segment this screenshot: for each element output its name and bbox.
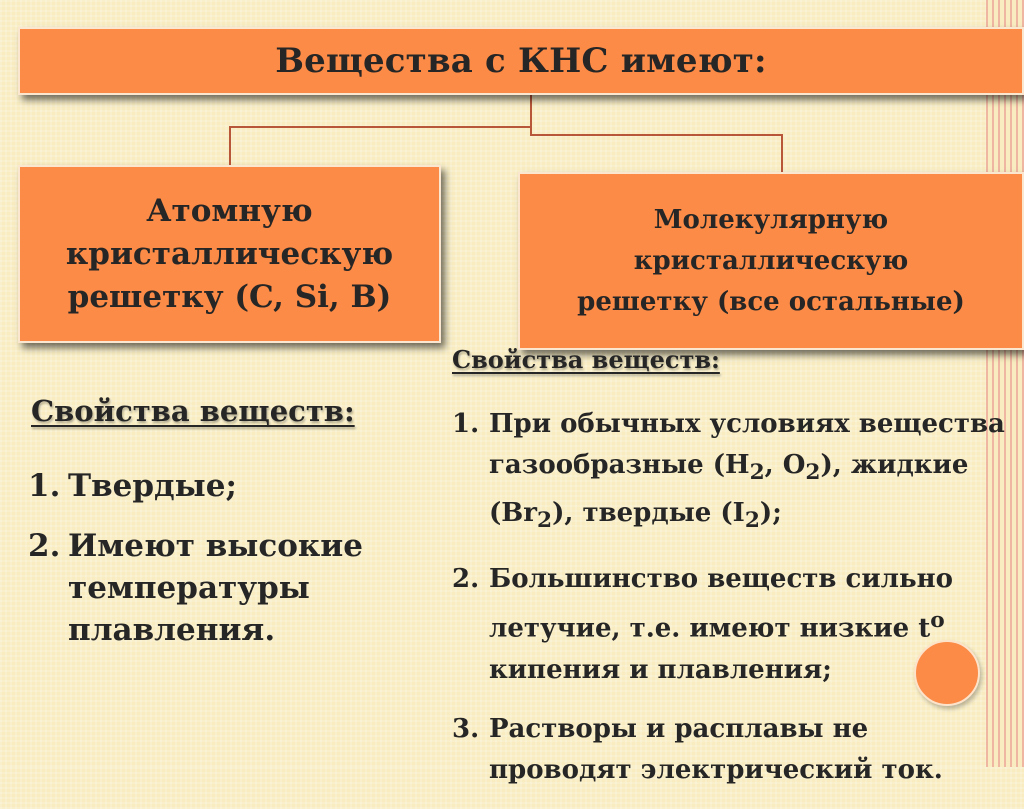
right-item-2-part-2: кипения и плавления; [489,655,832,686]
right-list-item-1 [452,404,1012,541]
atomic-lattice-box [18,165,441,343]
molecular-box-line-2: кристаллическую [633,245,909,276]
molecular-box-line-1: Молекулярную [653,204,889,235]
left-item-2-number: 2. [28,528,61,564]
left-list-item-1 [28,465,428,507]
subscript-br2: 2 [536,508,553,534]
right-item-1-part-2: , O [764,450,806,480]
left-item-1-number: 1. [28,468,61,504]
right-item-1-part-1: При обычных условиях вещества газообразные (H [489,409,1005,480]
right-item-1-text [489,404,1012,541]
right-item-1-part-3: ), жидкие (Br [489,450,969,529]
left-item-1-text: Твердые; [68,468,237,504]
superscript-degree: o [930,608,945,634]
right-properties-list [452,404,1012,809]
atomic-box-line-2: кристаллическую [65,235,394,272]
right-item-1-part-5: ); [759,498,782,529]
left-list-item-2 [28,525,428,651]
title-box [18,27,1024,95]
right-item-1-part-4: ), твердые (I [552,498,745,529]
right-item-3-number: 3. [452,714,480,745]
subscript-h2: 2 [749,460,765,486]
right-list-item-3 [452,709,1012,791]
molecular-box-line-3: решетку (все остальные) [577,286,965,317]
connector-left [230,95,531,165]
left-properties-list [28,465,428,669]
subscript-o2: 2 [805,460,821,486]
atomic-box-line-3: решетку (C, Si, B) [67,278,392,315]
title-text: Вещества с КНС имеют: [275,41,767,81]
molecular-lattice-box [518,172,1024,350]
right-item-2-number: 2. [452,564,480,595]
atomic-box-line-1: Атомную [146,192,313,229]
left-properties-heading: Свойства веществ: [31,394,355,428]
right-properties-heading: Свойства веществ: [452,345,720,374]
decorative-circle [914,640,980,706]
subscript-i2: 2 [744,508,760,534]
right-item-1-number: 1. [452,409,480,439]
connector-right [531,95,782,172]
left-item-2-text: Имеют высокие температуры плавления. [68,528,363,648]
right-item-2-part-1: Большинство веществ сильно летучие, т.е. имеют низкие t [489,564,954,645]
right-item-3-text: Растворы и расплавы не проводят электрический ток. [489,714,943,786]
